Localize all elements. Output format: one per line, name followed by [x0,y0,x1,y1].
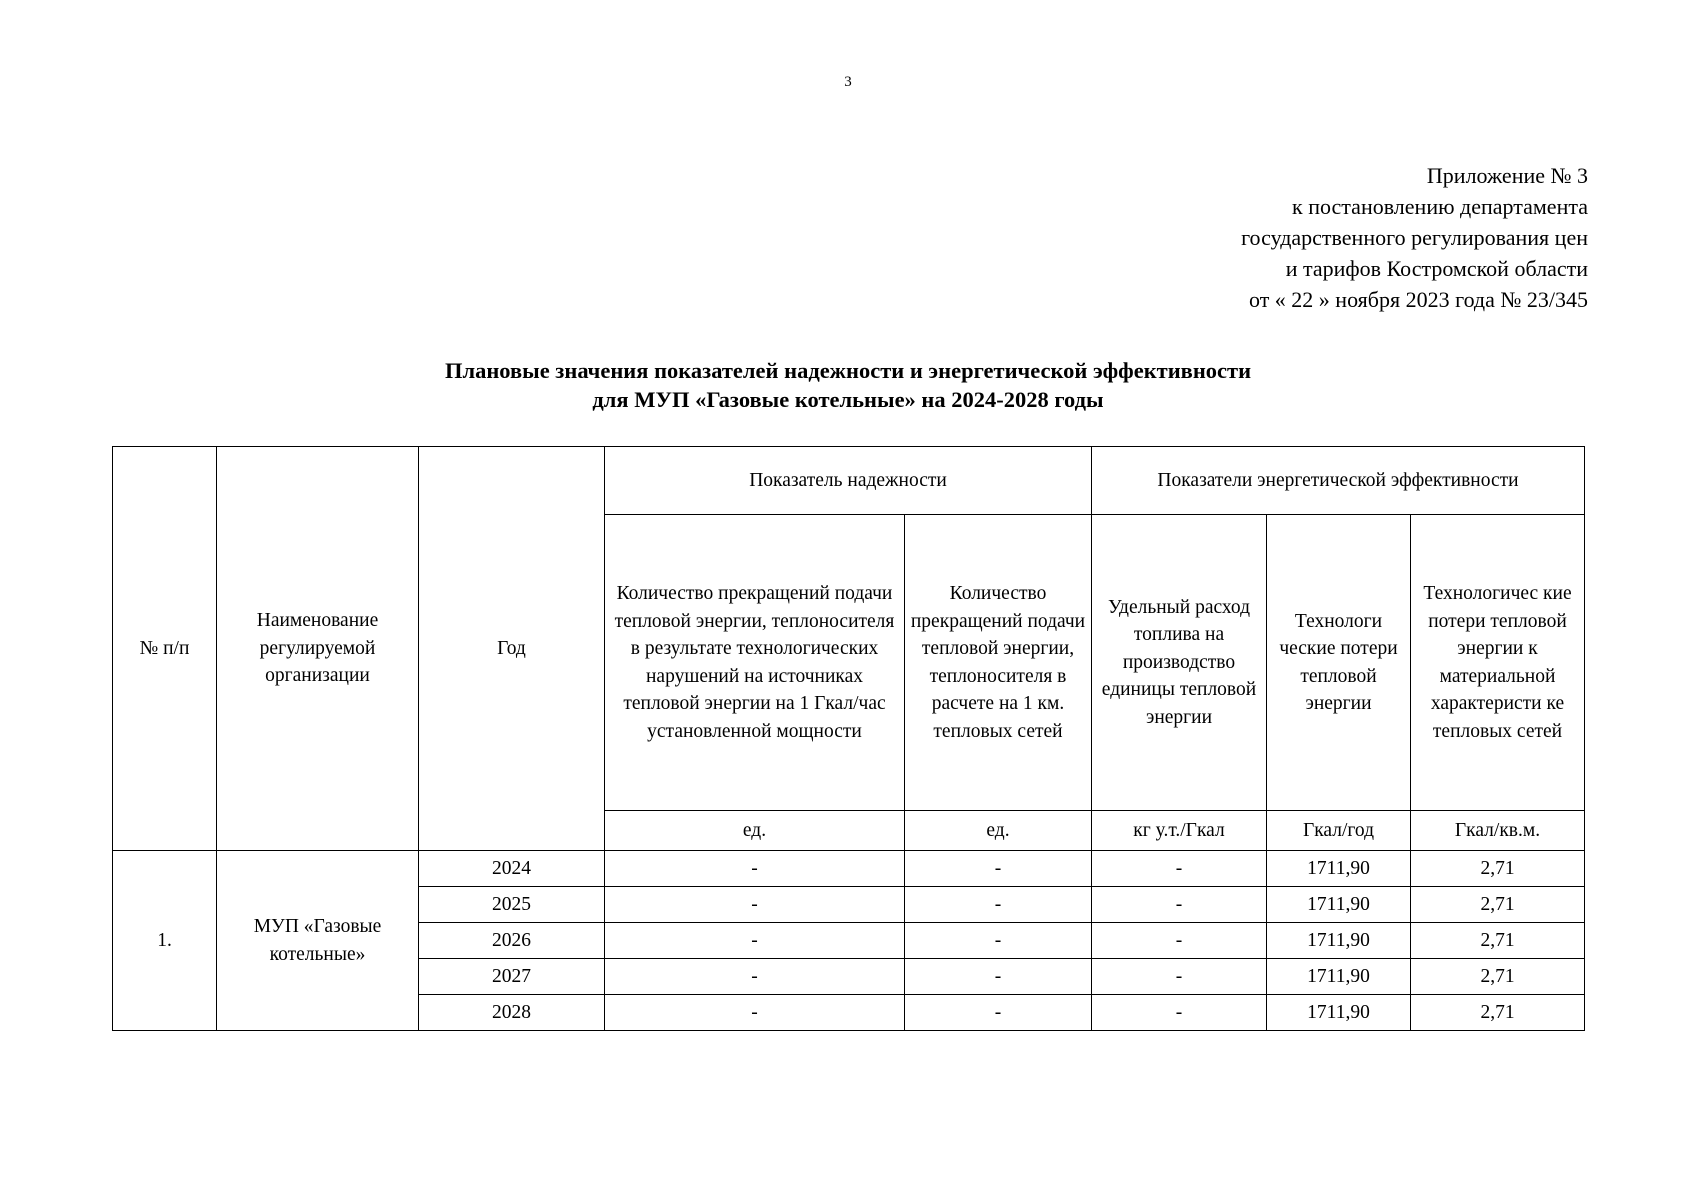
title-line: Плановые значения показателей надежности и энергетической эффективности [444,358,1252,383]
cell-year: 2026 [419,923,605,959]
org-name: МУП «Газовые котельные» [217,851,419,1031]
appendix-line: от « 22 » ноября 2023 года № 23/345 [1248,287,1588,312]
cell-year: 2025 [419,887,605,923]
cell-value: 2,71 [1411,887,1585,923]
page-number: 3 [844,74,852,90]
unit-col5: Гкал/кв.м. [1411,811,1585,851]
cell-value: - [905,959,1092,995]
cell-value: - [1092,959,1267,995]
appendix-line: Приложение № 3 [1426,163,1588,188]
cell-value: 1711,90 [1267,923,1411,959]
cell-year: 2028 [419,995,605,1031]
appendix-line: к постановлению департамента [1292,194,1588,219]
cell-year: 2027 [419,959,605,995]
table-row [113,851,1585,887]
cell-value: - [605,995,905,1031]
cell-value: 1711,90 [1267,959,1411,995]
cell-value: 2,71 [1411,959,1585,995]
header-group-reliability: Показатель надежности [605,447,1092,515]
org-number: 1. [113,851,217,1031]
appendix-line: и тарифов Костромской области [1285,256,1588,281]
header-col1: Количество прекращений подачи тепловой энергии, теплоносителя в результате технологических нарушений на источниках тепловой энергии на 1 Гкал/час установленной мощности [605,515,905,811]
cell-value: - [905,995,1092,1031]
cell-value: 2,71 [1411,923,1585,959]
cell-value: - [905,923,1092,959]
title-line: для МУП «Газовые котельные» на 2024-2028 годы [592,387,1104,412]
cell-value: 2,71 [1411,851,1585,887]
cell-value: 2,71 [1411,995,1585,1031]
indicators-table [112,446,1585,1031]
cell-value: 1711,90 [1267,995,1411,1031]
unit-col3: кг у.т./Гкал [1092,811,1267,851]
unit-col4: Гкал/год [1267,811,1411,851]
cell-value: - [1092,851,1267,887]
header-col5: Технологичес кие потери тепловой энергии к материальной характеристи ке тепловых сетей [1411,515,1585,811]
header-org: Наименование регулируемой организации [217,447,419,851]
appendix-line: государственного регулирования цен [1241,225,1588,250]
cell-value: - [605,959,905,995]
header-col2: Количество прекращений подачи тепловой энергии, теплоносителя в расчете на 1 км. тепловых сетей [905,515,1092,811]
cell-value: 1711,90 [1267,887,1411,923]
cell-value: - [905,851,1092,887]
cell-value: - [905,887,1092,923]
unit-col2: ед. [905,811,1092,851]
cell-value: - [1092,995,1267,1031]
header-group-efficiency: Показатели энергетической эффективности [1092,447,1585,515]
cell-value: - [605,887,905,923]
cell-value: - [1092,923,1267,959]
cell-value: - [605,923,905,959]
header-year: Год [419,447,605,851]
appendix-block [1028,160,1588,315]
cell-value: 1711,90 [1267,851,1411,887]
unit-col1: ед. [605,811,905,851]
document-title [112,356,1584,414]
cell-value: - [605,851,905,887]
cell-year: 2024 [419,851,605,887]
header-num: № п/п [113,447,217,851]
header-col4: Технологи ческие потери тепловой энергии [1267,515,1411,811]
header-col3: Удельный расход топлива на производство единицы тепловой энергии [1092,515,1267,811]
cell-value: - [1092,887,1267,923]
